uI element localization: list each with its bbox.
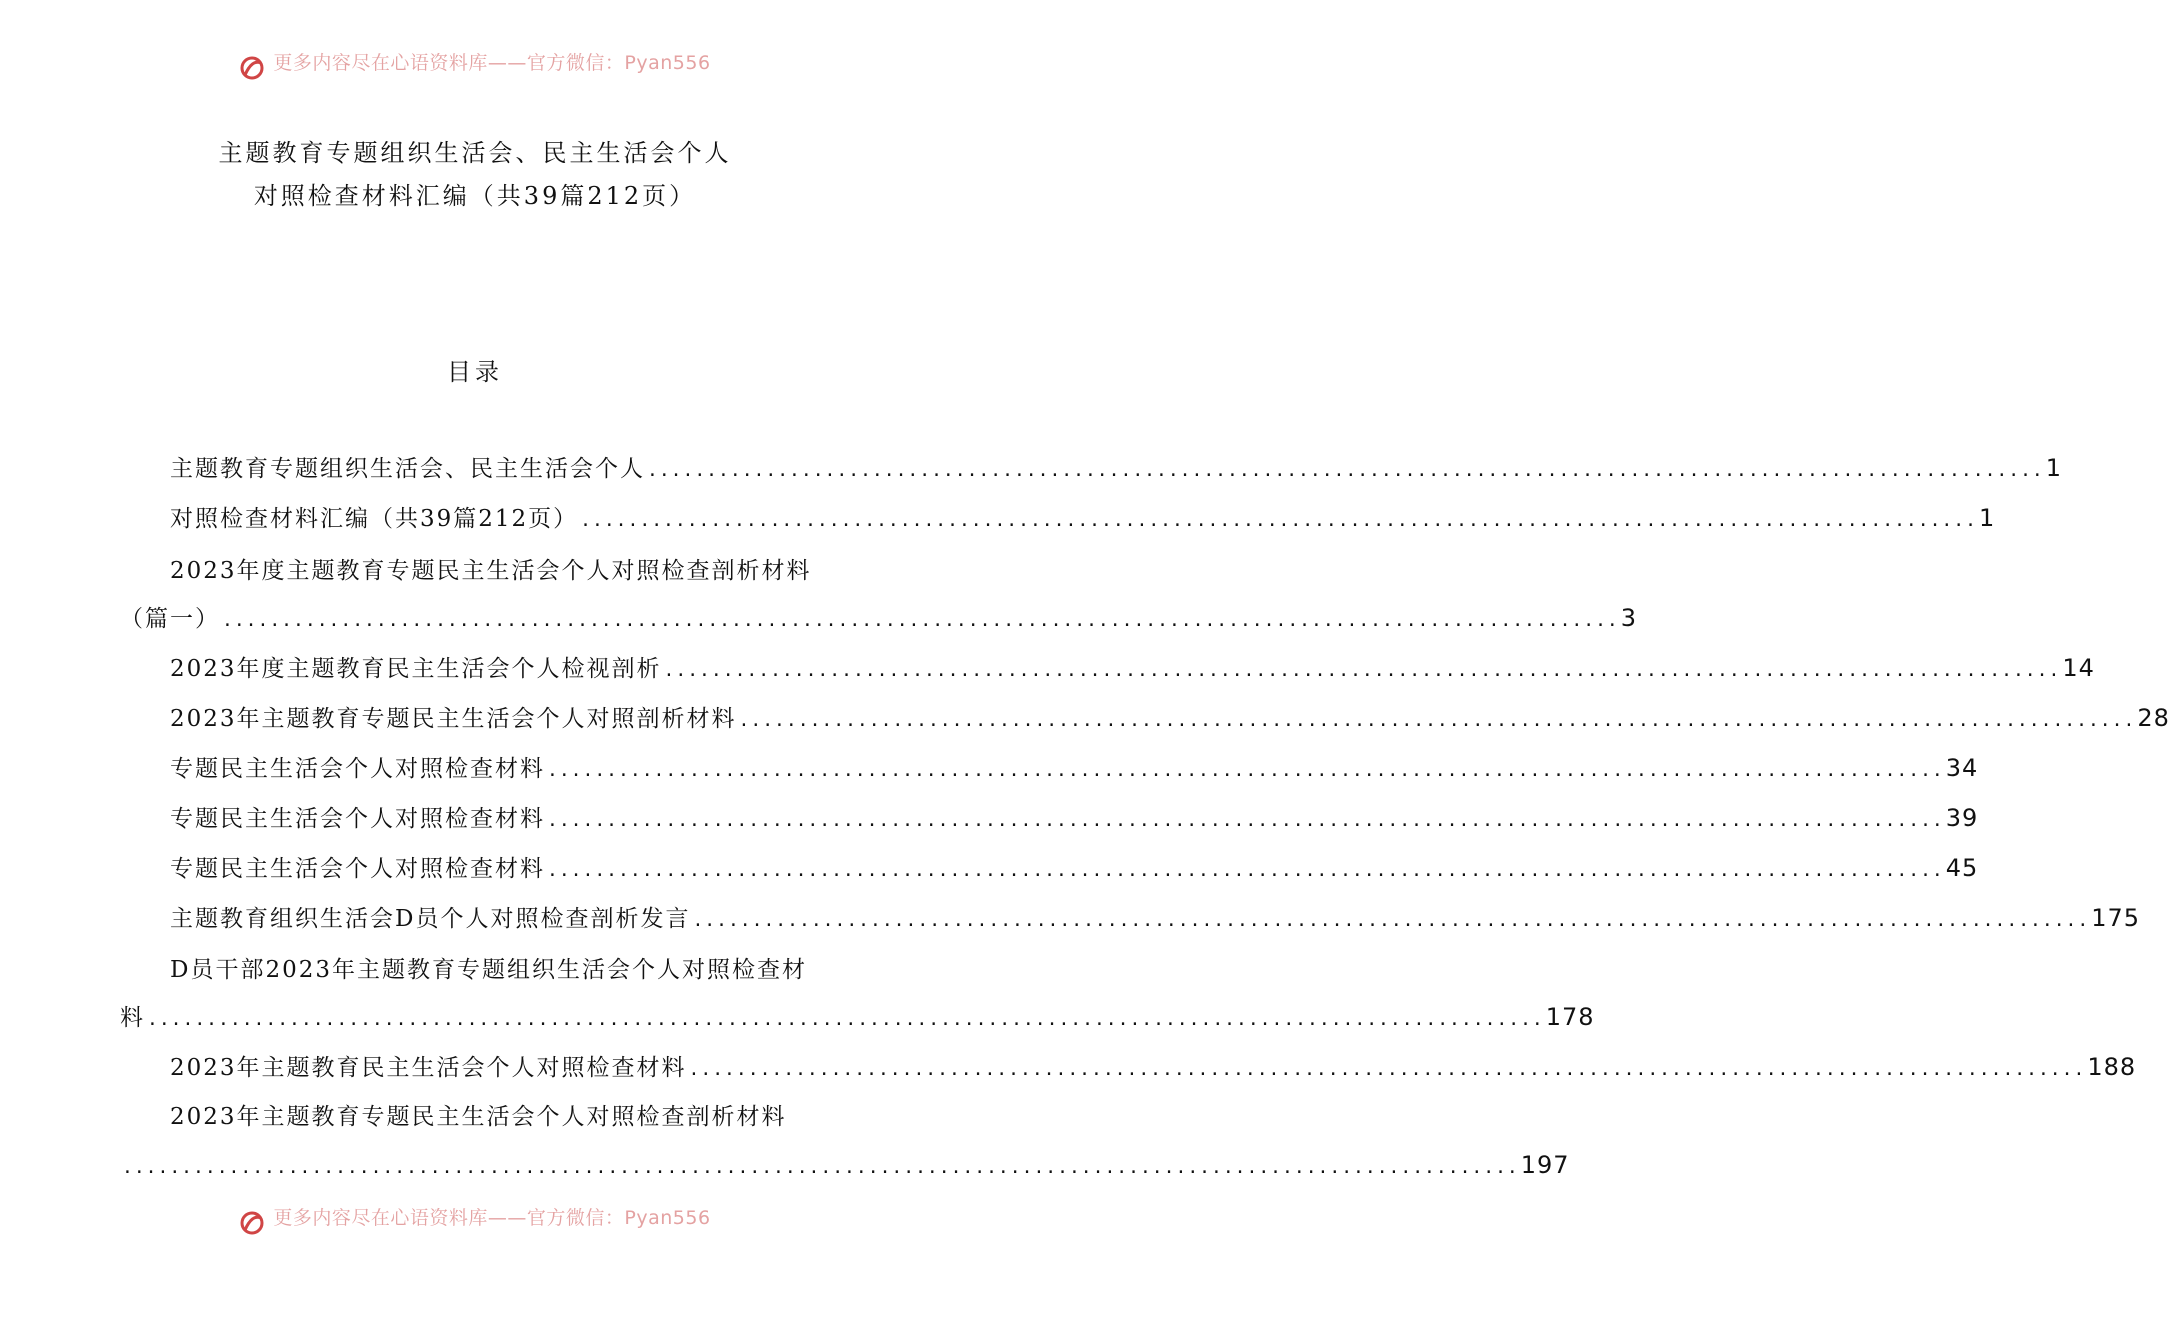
- toc-entry-title: 专题民主生活会个人对照检查材料: [170, 856, 545, 882]
- toc-entry-continuation[interactable]: [120, 598, 1638, 638]
- toc-entry-title: 2023年主题教育民主生活会个人对照检查材料: [170, 1055, 687, 1081]
- toc-entry-page: 39: [1945, 804, 1979, 832]
- toc-entry-title: 主题教育组织生活会D员个人对照检查剖析发言: [170, 906, 691, 932]
- toc-entry-page: 14: [2062, 654, 2095, 682]
- toc-entry-title: 专题民主生活会个人对照检查材料: [170, 756, 545, 782]
- toc-entry[interactable]: [170, 950, 822, 990]
- toc-leader: ......................................................................................................................: [692, 910, 2090, 931]
- toc-leader: ......................................................................................................................: [688, 1059, 2086, 1080]
- document-title-line-2: 对照检查材料汇编（共39篇212页）: [253, 182, 697, 210]
- toc-entry[interactable]: [170, 1097, 822, 1137]
- toc-leader: ......................................................................................................................: [222, 610, 1619, 631]
- toc-entry-page: 1: [2045, 454, 2063, 482]
- toc-entry[interactable]: [170, 698, 2170, 738]
- toc-entry-page: 45: [1945, 854, 1979, 882]
- toc-entry[interactable]: [170, 848, 1979, 888]
- brand-logo-icon: [239, 1210, 265, 1236]
- toc-entry[interactable]: [170, 798, 1979, 838]
- toc-entry-page: 175: [2091, 904, 2141, 932]
- toc-entry-continuation[interactable]: [120, 997, 1595, 1037]
- toc-entry[interactable]: [170, 448, 2063, 488]
- toc-entry-title: 对照检查材料汇编（共39篇212页）: [170, 506, 579, 532]
- toc-entry-title: 2023年度主题教育民主生活会个人检视剖析: [170, 656, 662, 682]
- toc-entry[interactable]: [170, 1047, 2137, 1087]
- document-title-line-1: 主题教育专题组织生活会、民主生活会个人: [218, 139, 732, 167]
- toc-entry-title: （篇一）: [120, 606, 220, 632]
- toc-entry-continuation[interactable]: [120, 1145, 1570, 1185]
- toc-entry-title: 2023年度主题教育专题民主生活会个人对照检查剖析材料: [170, 558, 812, 584]
- toc-entry-title: 2023年主题教育专题民主生活会个人对照检查剖析材料: [170, 1104, 787, 1130]
- watermark-footer: [0, 1207, 950, 1239]
- toc-leader: ......................................................................................................................: [547, 760, 1944, 781]
- toc-entry-title: D员干部2023年主题教育专题组织生活会个人对照检查材: [170, 957, 807, 983]
- toc-entry[interactable]: [170, 498, 1996, 538]
- toc-leader: ......................................................................................................................: [738, 710, 2136, 731]
- brand-logo-icon: [239, 55, 265, 81]
- toc-leader: ......................................................................................................................: [547, 860, 1944, 881]
- toc-entry-title: 主题教育专题组织生活会、民主生活会个人: [170, 456, 645, 482]
- toc-entry-page: 3: [1620, 604, 1638, 632]
- toc-entry-title: 2023年主题教育专题民主生活会个人对照剖析材料: [170, 706, 737, 732]
- toc-entry[interactable]: [170, 551, 822, 591]
- toc-leader: ......................................................................................................................: [647, 460, 2044, 481]
- toc-leader: ......................................................................................................................: [580, 510, 1977, 531]
- toc-entry-page: 178: [1545, 1003, 1595, 1031]
- toc-entry[interactable]: [170, 648, 2095, 688]
- toc-entry-page: 34: [1945, 754, 1979, 782]
- watermark-header: [0, 52, 950, 84]
- watermark-text: 更多内容尽在心语资料库——官方微信：Pyan556: [273, 51, 711, 74]
- toc-leader: ......................................................................................................................: [147, 1009, 1544, 1030]
- toc-entry[interactable]: [170, 898, 2141, 938]
- toc-entry-page: 188: [2087, 1053, 2137, 1081]
- toc-heading: 目录: [447, 358, 503, 386]
- toc-entry[interactable]: [170, 748, 1979, 788]
- toc-entry-title: 料: [120, 1005, 145, 1031]
- toc-leader: ......................................................................................................................: [547, 810, 1944, 831]
- toc-leader: ......................................................................................................................: [122, 1157, 1519, 1178]
- toc-entry-page: 28: [2137, 704, 2170, 732]
- watermark-text: 更多内容尽在心语资料库——官方微信：Pyan556: [273, 1206, 711, 1229]
- toc-leader: ......................................................................................................................: [663, 660, 2061, 681]
- toc-entry-title: 专题民主生活会个人对照检查材料: [170, 806, 545, 832]
- toc-entry-page: 1: [1978, 504, 1996, 532]
- toc-entry-page: 197: [1520, 1151, 1570, 1179]
